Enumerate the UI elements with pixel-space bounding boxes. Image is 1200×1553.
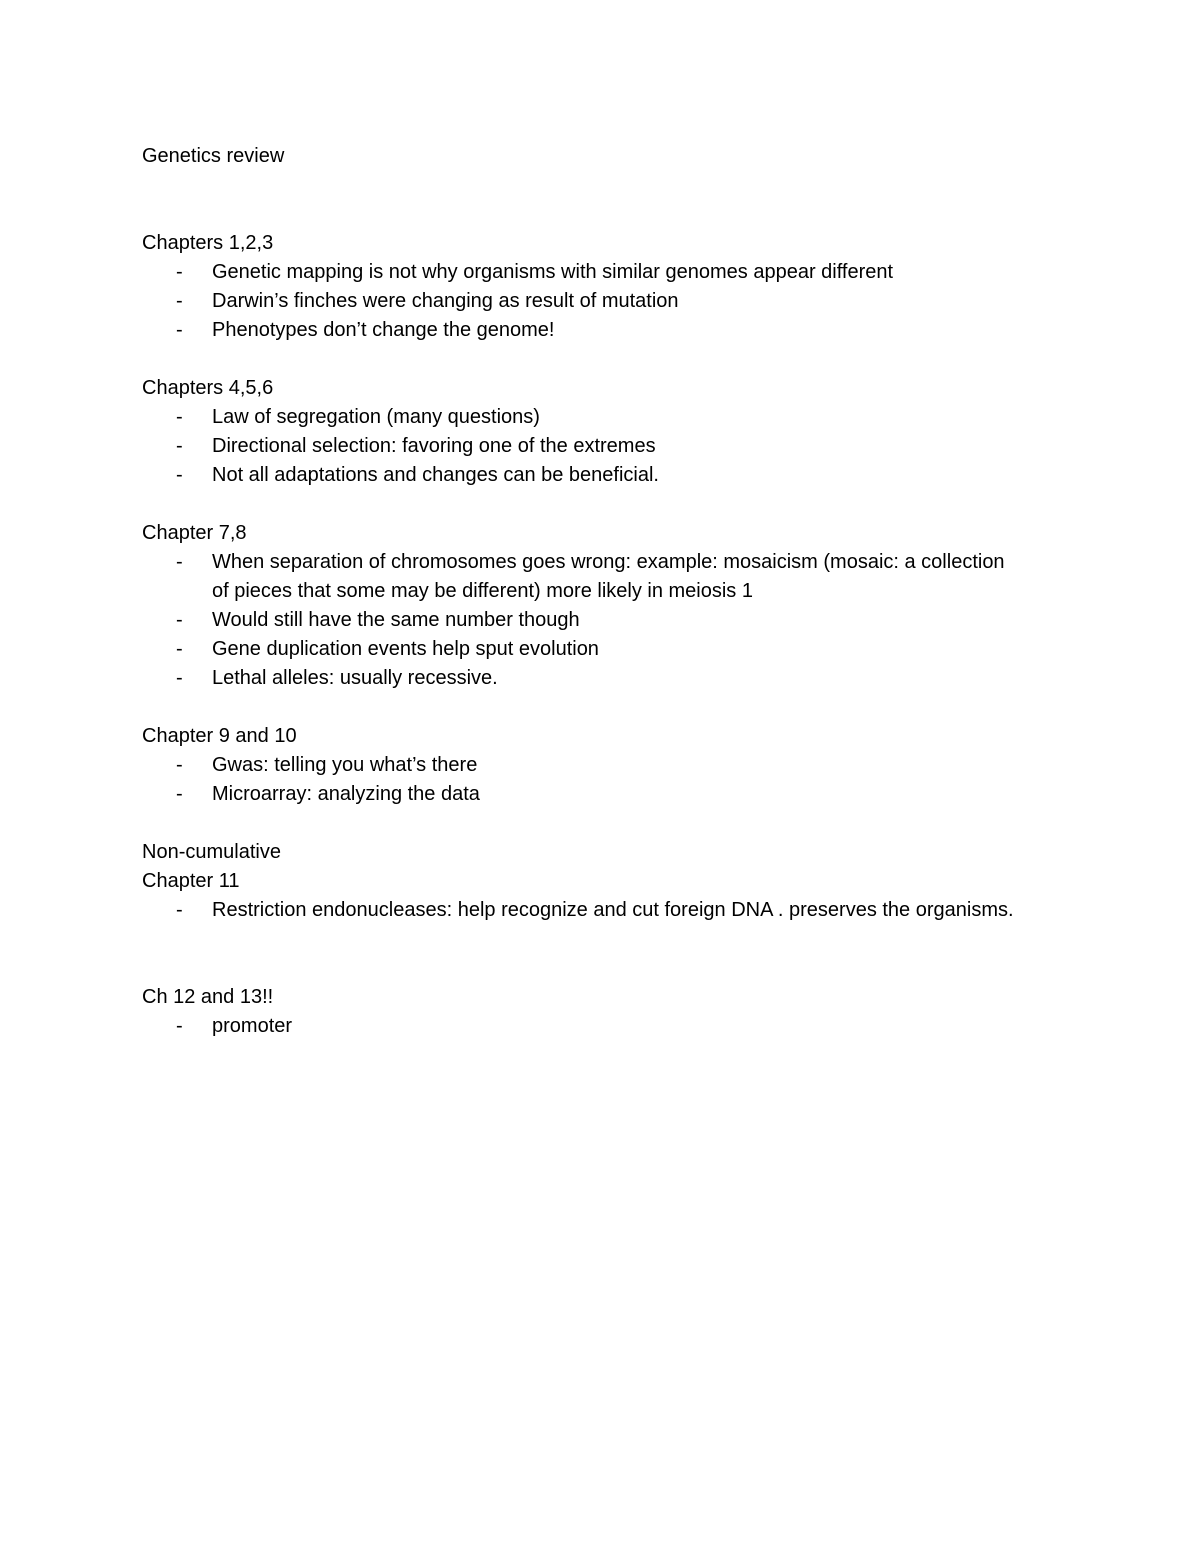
document-title: Genetics review [142, 145, 285, 167]
bullet-list [142, 1012, 1022, 1041]
section-heading: Ch 12 and 13!! [142, 986, 274, 1008]
bullet-dash: - [176, 319, 183, 341]
bullet-list [142, 258, 1022, 345]
spacer [142, 345, 1022, 374]
bullet-list [142, 896, 1022, 925]
bullet-dash: - [176, 899, 183, 921]
list-item [142, 664, 1022, 693]
list-item-text: When separation of chromosomes goes wrong: example: mosaicism (mosaic: a collection of pieces that some may be different) more likely in meiosis 1 [212, 551, 1005, 602]
list-item [142, 258, 1022, 287]
list-item-text: Darwin’s finches were changing as result of mutation [212, 290, 679, 312]
bullet-list [142, 751, 1022, 809]
list-item [142, 432, 1022, 461]
list-item-text: Law of segregation (many questions) [212, 406, 540, 428]
section-ch-12-and-13 [142, 983, 1022, 1041]
list-item [142, 403, 1022, 432]
list-item [142, 606, 1022, 635]
section-heading: Chapters 4,5,6 [142, 377, 274, 399]
bullet-dash: - [176, 638, 183, 660]
list-item [142, 635, 1022, 664]
list-item-text: Lethal alleles: usually recessive. [212, 667, 498, 689]
bullet-dash: - [176, 783, 183, 805]
bullet-list [142, 548, 1022, 693]
list-item [142, 287, 1022, 316]
bullet-dash: - [176, 667, 183, 689]
section-heading: Chapter 7,8 [142, 522, 247, 544]
list-item [142, 780, 1022, 809]
section-chapter-9-and-10 [142, 722, 1022, 809]
list-item-text: Microarray: analyzing the data [212, 783, 480, 805]
bullet-dash: - [176, 406, 183, 428]
spacer [142, 809, 1022, 838]
list-item-text: Phenotypes don’t change the genome! [212, 319, 555, 341]
bullet-dash: - [176, 609, 183, 631]
list-item [142, 548, 1022, 606]
section-heading: Chapter 9 and 10 [142, 725, 297, 747]
bullet-dash: - [176, 464, 183, 486]
list-item-text: Gene duplication events help sput evolution [212, 638, 599, 660]
section-subheading: Non-cumulative [142, 841, 281, 863]
list-item-text: Not all adaptations and changes can be beneficial. [212, 464, 659, 486]
section-chapters-4-5-6 [142, 374, 1022, 490]
bullet-dash: - [176, 261, 183, 283]
spacer [142, 693, 1022, 722]
list-item-text: Would still have the same number though [212, 609, 580, 631]
section-chapters-1-2-3 [142, 229, 1022, 345]
spacer [142, 490, 1022, 519]
list-item-text: Restriction endonucleases: help recognize and cut foreign DNA . preserves the organisms. [212, 899, 1014, 921]
list-item [142, 751, 1022, 780]
bullet-dash: - [176, 435, 183, 457]
bullet-list [142, 403, 1022, 490]
list-item-text: Genetic mapping is not why organisms with similar genomes appear different [212, 261, 894, 283]
list-item [142, 896, 1022, 925]
list-item-text: Directional selection: favoring one of the extremes [212, 435, 656, 457]
section-heading: Chapter 11 [142, 870, 240, 892]
spacer [142, 925, 1022, 983]
list-item [142, 316, 1022, 345]
bullet-dash: - [176, 290, 183, 312]
list-item [142, 1012, 1022, 1041]
bullet-dash: - [176, 551, 183, 573]
list-item-text: promoter [212, 1015, 293, 1037]
section-heading: Chapters 1,2,3 [142, 232, 274, 254]
bullet-dash: - [176, 754, 183, 776]
list-item [142, 461, 1022, 490]
bullet-dash: - [176, 1015, 183, 1037]
list-item-text: Gwas: telling you what’s there [212, 754, 478, 776]
section-chapter-7-8 [142, 519, 1022, 693]
section-chapter-11 [142, 838, 1022, 925]
document-body [142, 142, 1022, 1041]
spacer [142, 171, 1022, 229]
